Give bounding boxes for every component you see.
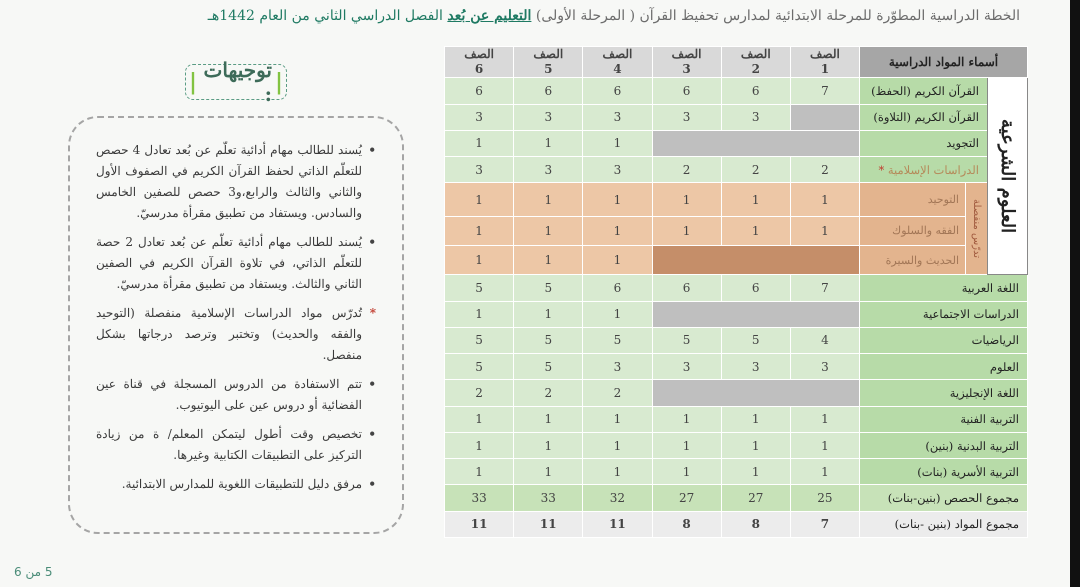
grade-value: 3 xyxy=(583,157,652,183)
grade-value: 1 xyxy=(445,246,514,275)
total-value: 8 xyxy=(721,511,790,537)
total-periods-row xyxy=(445,485,1028,511)
title-highlight: التعليم عن بُعد xyxy=(447,8,532,24)
grade-value: 3 xyxy=(583,354,652,380)
page-title xyxy=(200,8,1020,24)
table-row xyxy=(445,275,1028,301)
table-row xyxy=(445,432,1028,458)
grade-value: 5 xyxy=(721,327,790,353)
subject-name: الفقه والسلوك xyxy=(859,216,965,245)
grade-value: 1 xyxy=(790,183,859,216)
directive-text: تتم الاستفادة من الدروس المسجلة في قناة عين الفضائية أو دروس عين على اليوتيوب. xyxy=(96,377,362,412)
grade-value: 1 xyxy=(790,459,859,485)
grade-value: 1 xyxy=(721,406,790,432)
grade-value: 5 xyxy=(652,327,721,353)
subject-name: التجويد xyxy=(859,130,987,156)
table-row xyxy=(445,183,1028,216)
grade-value: 1 xyxy=(514,406,583,432)
grade-value: 1 xyxy=(583,459,652,485)
empty-cell xyxy=(652,301,859,327)
total-value: 8 xyxy=(652,511,721,537)
total-value: 33 xyxy=(514,485,583,511)
grade-value: 1 xyxy=(652,459,721,485)
grade-value: 1 xyxy=(721,216,790,245)
empty-cell xyxy=(652,130,859,156)
total-value: 27 xyxy=(652,485,721,511)
grade-header: الصف 3 xyxy=(652,47,721,78)
table-row xyxy=(445,301,1028,327)
grade-value: 1 xyxy=(445,406,514,432)
empty-cell xyxy=(652,246,859,275)
table-header-row xyxy=(445,47,1028,78)
grade-value: 1 xyxy=(445,183,514,216)
table-row xyxy=(445,216,1028,245)
subject-name: مجموع الحصص (بنين-بنات) xyxy=(859,485,1027,511)
grade-value: 5 xyxy=(445,275,514,301)
title-part3: الفصل الدراسي الثاني من العام 1442هـ xyxy=(207,8,448,24)
subject-name: اللغة الإنجليزية xyxy=(859,380,1027,406)
separate-label: تدرّس منفصلة xyxy=(971,199,982,259)
grade-value: 1 xyxy=(445,130,514,156)
heading-text: توجيهات : xyxy=(203,58,272,106)
grade-value: 1 xyxy=(790,216,859,245)
table-row xyxy=(445,406,1028,432)
directives-list xyxy=(70,118,402,513)
total-value: 25 xyxy=(790,485,859,511)
total-value: 32 xyxy=(583,485,652,511)
grade-value: 4 xyxy=(790,327,859,353)
grade-value: 2 xyxy=(790,157,859,183)
grade-header: الصف 2 xyxy=(721,47,790,78)
subject-name: العلوم xyxy=(859,354,1027,380)
grade-header: الصف 5 xyxy=(514,47,583,78)
heading-bar-icon: | xyxy=(189,69,198,95)
grade-value: 6 xyxy=(583,78,652,104)
subject-name: مجموع المواد (بنين -بنات) xyxy=(859,511,1027,537)
grade-value: 1 xyxy=(583,432,652,458)
subject-name: القرآن الكريم (التلاوة) xyxy=(859,104,987,130)
table-row xyxy=(445,130,1028,156)
grade-value: 6 xyxy=(721,275,790,301)
grade-value: 5 xyxy=(583,327,652,353)
grade-value: 1 xyxy=(583,301,652,327)
empty-cell xyxy=(652,380,859,406)
directive-text: تخصيص وقت أطول ليتمكن المعلم/ ة من زيادة التركيز على التطبيقات الكتابية وغيرها. xyxy=(96,427,362,462)
grade-value: 6 xyxy=(652,275,721,301)
grade-value: 1 xyxy=(514,432,583,458)
grade-header: الصف 6 xyxy=(445,47,514,78)
grade-value: 1 xyxy=(514,130,583,156)
grade-value: 3 xyxy=(721,104,790,130)
grade-value: 1 xyxy=(514,216,583,245)
table-row xyxy=(445,459,1028,485)
total-value: 11 xyxy=(583,511,652,537)
grade-header: الصف 4 xyxy=(583,47,652,78)
grade-value: 7 xyxy=(790,275,859,301)
directive-text: يُسند للطالب مهام أدائية تعلّم عن بُعد تعادل 4 حصص للتعلّم الذاتي لحفظ القرآن الكريم في الصفوف الأول والثاني والثالث والرابع،و3 حصص للصفين الخامس والسادس. ويستفاد من تطبيق مقرأة مدرسيّ. xyxy=(96,143,363,220)
grade-value: 3 xyxy=(652,354,721,380)
grade-value: 3 xyxy=(514,104,583,130)
grade-value: 1 xyxy=(514,301,583,327)
grade-value: 1 xyxy=(514,246,583,275)
grade-value: 3 xyxy=(583,104,652,130)
grade-value: 1 xyxy=(445,459,514,485)
grade-value: 5 xyxy=(514,327,583,353)
grade-value: 1 xyxy=(445,301,514,327)
grade-value: 1 xyxy=(652,406,721,432)
total-value: 27 xyxy=(721,485,790,511)
bullet-icon: • xyxy=(368,235,376,249)
bullet-icon: • xyxy=(368,427,376,441)
grade-value: 1 xyxy=(721,459,790,485)
grade-value: 6 xyxy=(583,275,652,301)
subject-name: الدراسات الاجتماعية xyxy=(859,301,1027,327)
grade-value: 3 xyxy=(445,104,514,130)
directive-item xyxy=(96,232,376,295)
grade-value: 5 xyxy=(445,354,514,380)
bullet-icon: • xyxy=(368,143,376,157)
grade-value: 2 xyxy=(721,157,790,183)
grade-value: 3 xyxy=(790,354,859,380)
grade-value: 1 xyxy=(652,216,721,245)
table-row xyxy=(445,157,1028,183)
directive-item xyxy=(96,374,376,416)
grade-value: 6 xyxy=(445,78,514,104)
directive-item xyxy=(96,474,376,495)
total-subjects-row xyxy=(445,511,1028,537)
grade-value: 1 xyxy=(514,183,583,216)
page-number: 5 من 6 xyxy=(14,565,53,579)
subject-column-header: أسماء المواد الدراسية xyxy=(859,47,1027,78)
grade-header: الصف 1 xyxy=(790,47,859,78)
table-row xyxy=(445,380,1028,406)
directives-box xyxy=(68,116,404,534)
total-value: 33 xyxy=(445,485,514,511)
grade-value: 3 xyxy=(445,157,514,183)
grade-value: 1 xyxy=(583,216,652,245)
grade-value: 1 xyxy=(652,432,721,458)
directive-text: مرفق دليل للتطبيقات اللغوية للمدارس الابتدائية. xyxy=(121,477,362,491)
subject-name: اللغة العربية xyxy=(859,275,1027,301)
bullet-icon: • xyxy=(368,477,376,491)
subject-name: التوحيد xyxy=(859,183,965,216)
total-value: 11 xyxy=(445,511,514,537)
directive-item xyxy=(96,140,376,224)
subject-name xyxy=(859,157,987,183)
table-row xyxy=(445,246,1028,275)
grade-value: 3 xyxy=(721,354,790,380)
grade-value: 7 xyxy=(790,78,859,104)
grade-value: 6 xyxy=(652,78,721,104)
grade-value: 3 xyxy=(652,104,721,130)
grade-value: 1 xyxy=(790,432,859,458)
category-label: العلوم الشرعية xyxy=(997,119,1018,234)
grade-value: 2 xyxy=(514,380,583,406)
grade-value: 1 xyxy=(583,406,652,432)
table-row xyxy=(445,104,1028,130)
subject-name: التربية الأسرية (بنات) xyxy=(859,459,1027,485)
grade-value: 1 xyxy=(514,459,583,485)
subject-name: التربية الفنية xyxy=(859,406,1027,432)
directive-item xyxy=(96,424,376,466)
grade-value: 1 xyxy=(445,432,514,458)
grade-value: 2 xyxy=(445,380,514,406)
total-value: 7 xyxy=(790,511,859,537)
grade-value: 5 xyxy=(514,354,583,380)
islamic-studies-label: الدراسات الإسلامية xyxy=(887,162,979,177)
grade-value: 1 xyxy=(445,216,514,245)
grade-value: 1 xyxy=(721,432,790,458)
grade-value: 2 xyxy=(652,157,721,183)
grade-value: 5 xyxy=(445,327,514,353)
grade-value: 5 xyxy=(514,275,583,301)
subject-name: التربية البدنية (بنين) xyxy=(859,432,1027,458)
grade-value: 1 xyxy=(583,246,652,275)
table-row xyxy=(445,354,1028,380)
bullet-icon: • xyxy=(368,377,376,391)
star-icon: * xyxy=(369,306,376,320)
empty-cell xyxy=(790,104,859,130)
table-row xyxy=(445,327,1028,353)
grade-value: 6 xyxy=(514,78,583,104)
right-edge-bar xyxy=(1070,0,1080,587)
grade-value: 1 xyxy=(583,130,652,156)
category-cell xyxy=(988,78,1028,275)
directive-text: تُدرّس مواد الدراسات الإسلامية منفصلة (التوحيد والفقه والحديث) وتختبر وترصد درجاتها بشكل منفصل. xyxy=(96,306,362,362)
table-row xyxy=(445,78,1028,104)
grade-value: 1 xyxy=(721,183,790,216)
subject-name: القرآن الكريم (الحفظ) xyxy=(859,78,987,104)
directive-item xyxy=(96,303,376,366)
heading-bar-icon: | xyxy=(274,69,283,95)
title-part1: الخطة الدراسية المطوّرة للمرحلة الابتدائية لمدارس تحفيظ القرآن ( المرحلة الأولى) xyxy=(531,8,1020,24)
directive-text: يُسند للطالب مهام أدائية تعلّم عن بُعد تعادل 2 حصة للتعلّم الذاتي، في تلاوة القرآن الكريم في الصفين الثاني والثالث. ويستفاد من تطبيق مقرأة مدرسيّ. xyxy=(96,235,362,291)
subject-name: الرياضيات xyxy=(859,327,1027,353)
grade-value: 6 xyxy=(721,78,790,104)
grade-value: 3 xyxy=(514,157,583,183)
star-icon: * xyxy=(878,162,885,177)
grade-value: 2 xyxy=(583,380,652,406)
directives-heading xyxy=(185,58,287,106)
grade-value: 1 xyxy=(790,406,859,432)
study-plan-table xyxy=(444,46,1028,538)
grade-value: 1 xyxy=(652,183,721,216)
total-value: 11 xyxy=(514,511,583,537)
grade-value: 1 xyxy=(583,183,652,216)
subject-name: الحديث والسيرة xyxy=(859,246,965,275)
separate-cell xyxy=(966,183,988,275)
